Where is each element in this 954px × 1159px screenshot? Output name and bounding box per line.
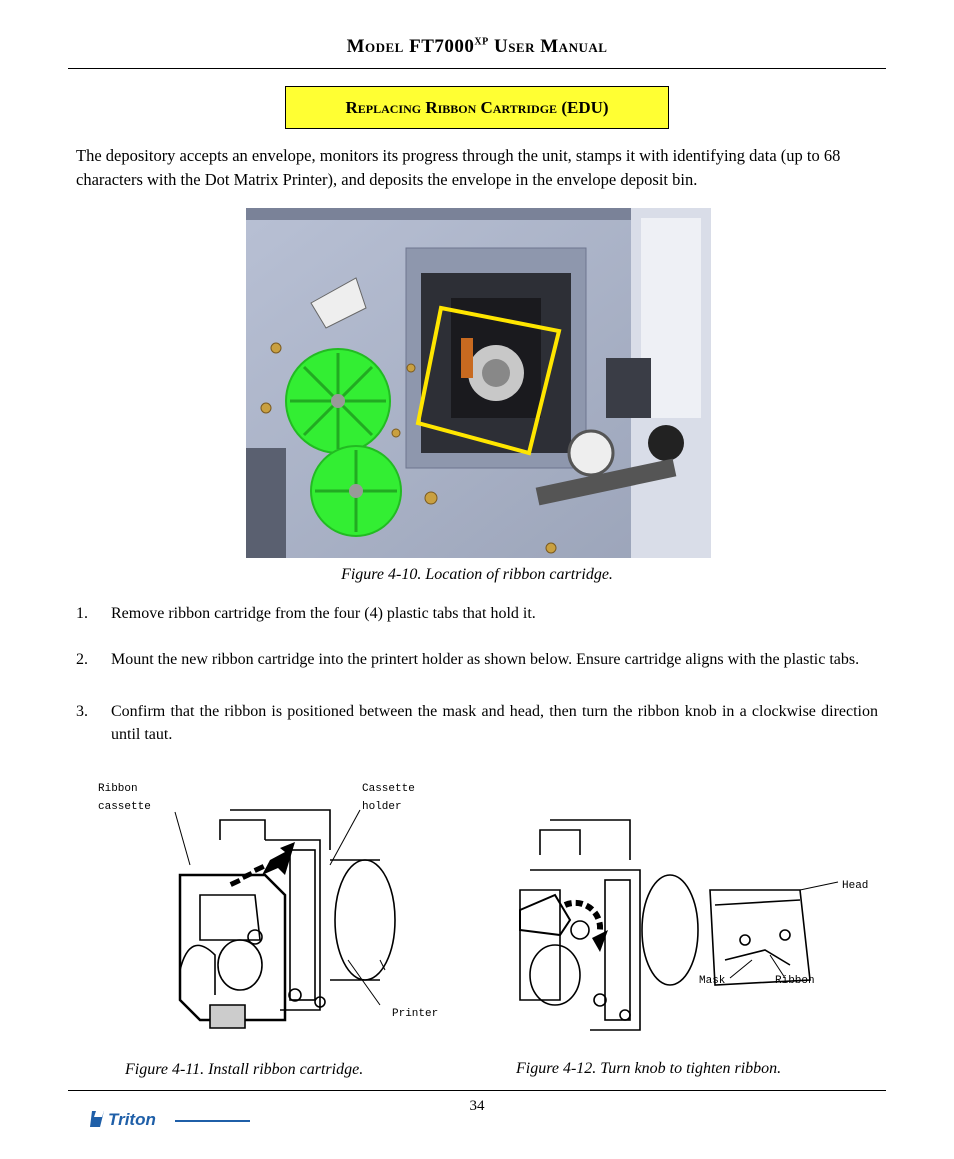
label-holder-line2: holder — [362, 801, 402, 813]
step-2-number: 2. — [76, 651, 88, 668]
header-model-sup: XP — [474, 36, 489, 48]
header-manual-word: User Manual — [493, 36, 608, 57]
label-mask: Mask — [699, 975, 726, 987]
section-title: Replacing Ribbon Cartridge — [345, 97, 558, 117]
triton-logo-text: Triton — [108, 1110, 156, 1129]
header-rule — [68, 68, 886, 69]
label-ribbon-line2: cassette — [98, 801, 151, 813]
triton-logo — [90, 1107, 260, 1131]
figure-4-11-caption: Figure 4-11. Install ribbon cartridge. — [125, 1061, 364, 1078]
section-title-box — [285, 86, 669, 129]
label-ribbon-line1: Ribbon — [98, 783, 138, 795]
header-model-number: FT7000 — [409, 36, 475, 57]
label-ribbon: Ribbon — [775, 975, 815, 987]
label-head: Head — [842, 880, 869, 892]
header-model-word: Model — [346, 36, 404, 57]
figure-4-12-caption: Figure 4-12. Turn knob to tighten ribbon. — [516, 1060, 782, 1077]
step-2-text: Mount the new ribbon cartridge into the printert holder as shown below. Ensure cartridge aligns with the plastic tabs. — [111, 651, 860, 668]
section-title-suffix: (EDU) — [561, 97, 609, 117]
footer-rule — [68, 1090, 886, 1091]
step-3-number: 3. — [76, 703, 88, 720]
step-3-text: Confirm that the ribbon is positioned between the mask and head, then turn the ribbon knob in a clockwise direction until taut. — [111, 703, 878, 743]
install-ribbon-cartridge-drawing — [80, 780, 460, 1042]
label-holder-line1: Cassette — [362, 783, 415, 795]
label-cassette-holder — [362, 780, 415, 816]
label-printer: Printer — [392, 1008, 439, 1020]
ribbon-cartridge-location-photo — [246, 208, 711, 558]
running-header — [0, 36, 954, 58]
turn-knob-drawing — [500, 800, 880, 1040]
intro-paragraph: The depository accepts an envelope, monitors its progress through the unit, stamps it with identifying data (up to 68 characters with the Dot Matrix Printer), and deposits the envelope in the envelope deposit bin. — [76, 146, 841, 189]
label-ribbon-cassette — [98, 780, 151, 816]
step-1-number: 1. — [76, 605, 88, 622]
figure-4-10-caption: Figure 4-10. Location of ribbon cartridge. — [341, 566, 613, 583]
page-number: 34 — [469, 1098, 485, 1114]
step-1-text: Remove ribbon cartridge from the four (4) plastic tabs that hold it. — [111, 605, 536, 622]
